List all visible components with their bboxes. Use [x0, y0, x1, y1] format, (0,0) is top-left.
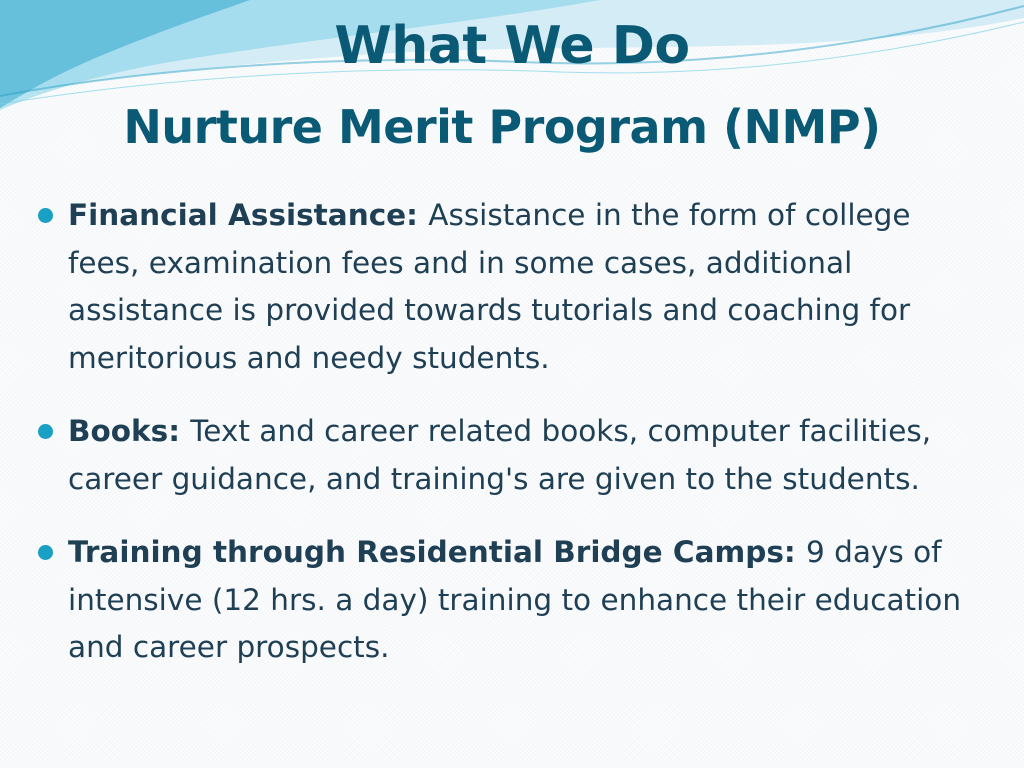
bullet-list — [38, 192, 988, 698]
bullet-dot-icon — [38, 208, 53, 223]
bullet-dot-icon — [38, 424, 53, 439]
bullet-heading: Training through Residential Bridge Camps: — [68, 535, 806, 569]
bullet-heading: Books: — [68, 414, 191, 448]
slide-title: What We Do — [334, 16, 690, 76]
bullet-item-training-camps — [38, 529, 988, 672]
bullet-text: 9 days of intensive (12 hrs. a day) training to enhance their education and career prospects. — [68, 535, 962, 664]
bullet-item-books — [38, 408, 988, 503]
bullet-heading: Financial Assistance: — [68, 198, 429, 232]
bullet-dot-icon — [38, 545, 53, 560]
slide-subtitle: Nurture Merit Program (NMP) — [123, 100, 881, 154]
bullet-item-financial-assistance — [38, 192, 988, 382]
bullet-text: Text and career related books, computer facilities, career guidance, and training's are given to the students. — [68, 414, 932, 496]
bullet-text: Assistance in the form of college fees, examination fees and in some cases, additional assistance is provided towards tutorials and coaching for meritorious and needy students. — [68, 198, 911, 375]
